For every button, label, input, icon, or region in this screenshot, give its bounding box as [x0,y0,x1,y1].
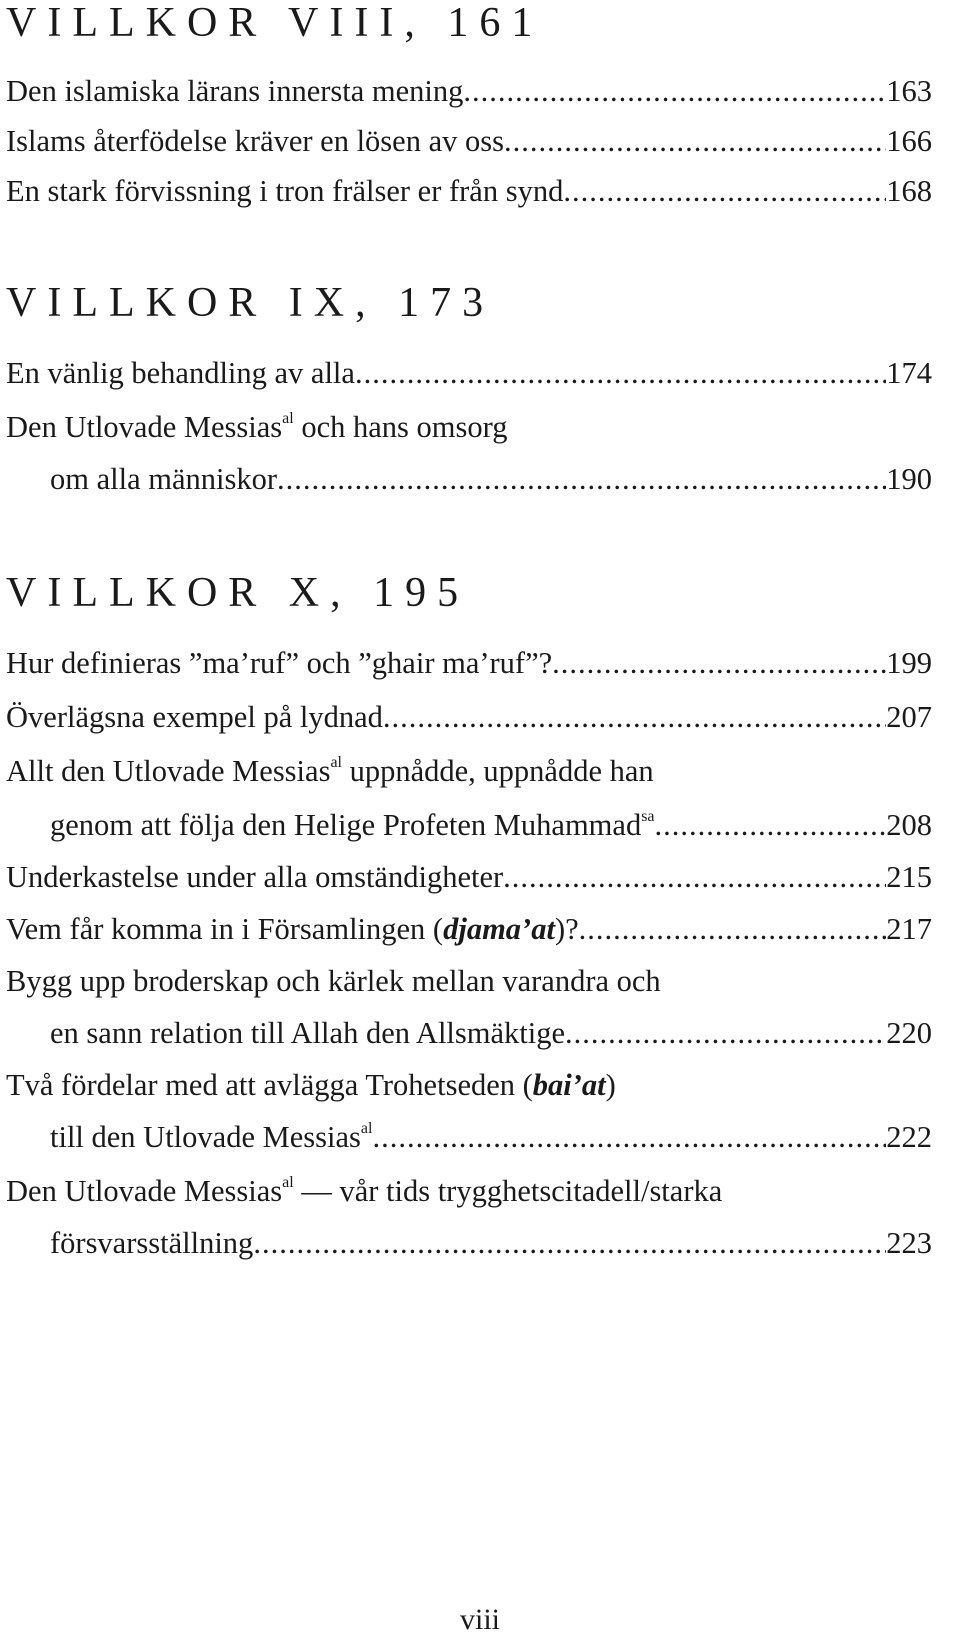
toc-leader-dots [355,358,886,389]
toc-entry[interactable] [6,702,932,733]
toc-entry-page: 163 [886,74,932,108]
section-heading-villkor-viii: VILLKOR VIII, 161 [6,0,544,46]
toc-entry-line2[interactable] [50,1122,932,1153]
toc-entry-line1[interactable]: Allt den Utlovade Messias$^{al}$ uppnådde, uppnådde han [6,754,654,788]
toc-entry-title: försvarsställning [50,1226,254,1260]
toc-entry-page: 208 [886,808,932,842]
toc-leader-dots [504,126,886,157]
toc-entry-page: 174 [886,356,932,390]
toc-leader-dots [253,1228,886,1259]
toc-entry[interactable] [6,126,932,157]
toc-entry-title: En vänlig behandling av alla [6,356,355,390]
toc-entry-title: Överlägsna exempel på lydnad [6,700,383,734]
toc-entry-page: 222 [886,1120,932,1154]
toc-entry[interactable] [6,648,932,679]
toc-entry-title: Vem får komma in i Församlingen (djama’at)? [6,912,579,946]
toc-entry[interactable] [6,76,932,107]
honorific-superscript: sa [641,808,655,825]
toc-leader-dots [655,810,887,841]
honorific-superscript: al [360,1120,373,1137]
toc-entry-title: till den Utlovade Messias$^{al}$ [50,1120,373,1154]
toc-entry-page: 199 [886,646,932,680]
toc-entry[interactable] [6,176,932,207]
toc-entry-line1[interactable]: Den Utlovade Messias$^{al}$ och hans omsorg [6,410,508,444]
toc-entry-line2[interactable] [50,464,932,495]
toc-entry-title: en sann relation till Allah den Allsmäktige [50,1016,566,1050]
toc-entry-title: Den islamiska lärans innersta mening [6,74,464,108]
toc-entry-line1[interactable]: Bygg upp broderskap och kärlek mellan varandra och [6,964,661,998]
toc-entry-line2[interactable] [50,1018,932,1049]
toc-entry-title: om alla människor [50,462,278,496]
section-heading-villkor-x: VILLKOR X, 195 [6,570,470,616]
page-number-footer: viii [459,1603,500,1636]
toc-entry-page: 190 [886,462,932,496]
toc-leader-dots [277,464,886,495]
toc-entry-page: 166 [886,124,932,158]
toc-entry-title: Islams återfödelse kräver en lösen av oss [6,124,504,158]
toc-entry-title: En stark förvissning i tron frälser er från synd [6,174,564,208]
honorific-superscript: al [282,410,294,427]
section-heading-villkor-ix: VILLKOR IX, 173 [6,280,495,326]
toc-entry[interactable] [6,862,932,893]
toc-entry-line2[interactable] [50,1228,932,1259]
toc-entry[interactable] [6,914,932,945]
toc-entry-page: 223 [886,1226,932,1260]
toc-leader-dots [565,1018,886,1049]
toc-entry[interactable] [6,358,932,389]
toc-entry-page: 168 [886,174,932,208]
toc-entry-title: Hur definieras ”ma’ruf” och ”ghair ma’ruf”? [6,646,553,680]
toc-entry-page: 215 [886,860,932,894]
honorific-superscript: al [282,1174,294,1191]
toc-entry-title: genom att följa den Helige Profeten Muhammad$^{sa}$ [50,808,655,842]
toc-leader-dots [372,1122,886,1153]
toc-entry-title: Underkastelse under alla omständigheter [6,860,504,894]
toc-entry-line1[interactable]: Den Utlovade Messias$^{al}$ — vår tids trygghetscitadell/starka [6,1174,723,1208]
honorific-superscript: al [330,754,342,771]
toc-leader-dots [563,176,886,207]
toc-entry-page: 217 [886,912,932,946]
toc-entry-line2[interactable] [50,810,932,841]
toc-leader-dots [503,862,886,893]
toc-entry-page: 220 [886,1016,932,1050]
toc-leader-dots [579,914,887,945]
toc-leader-dots [383,702,886,733]
toc-leader-dots [463,76,886,107]
toc-leader-dots [552,648,886,679]
toc-entry-line1[interactable]: Två fördelar med att avlägga Trohetseden (bai’at) [6,1068,616,1102]
toc-entry-page: 207 [886,700,932,734]
